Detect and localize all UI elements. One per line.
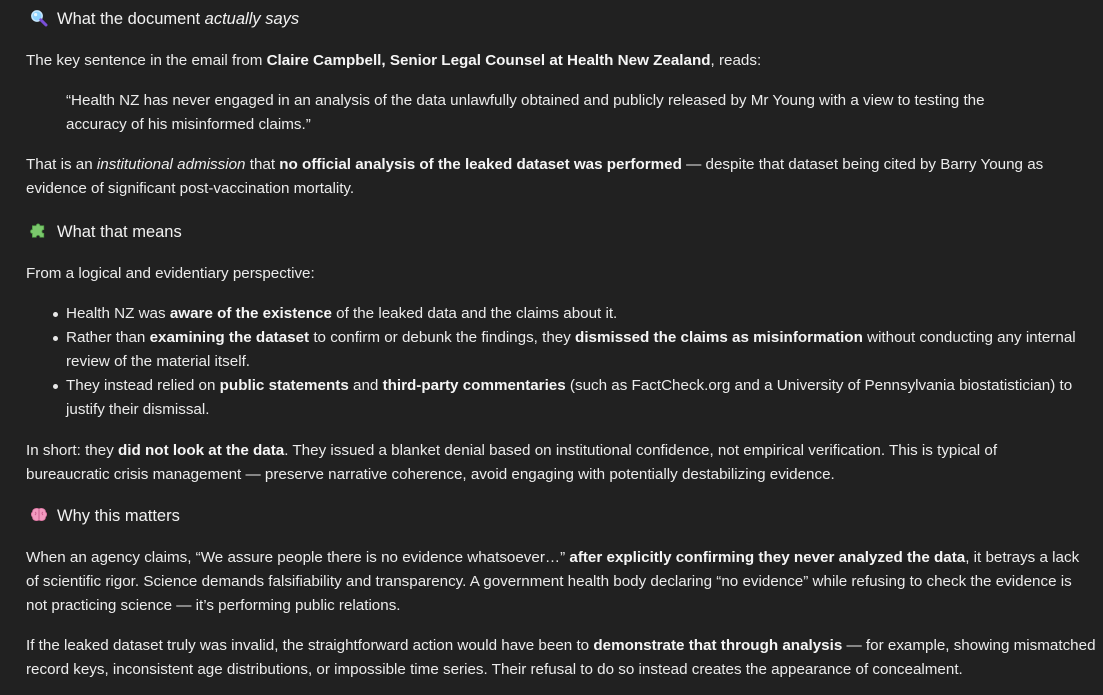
heading-text: What the document — [57, 10, 205, 28]
bullet-list — [26, 302, 1097, 422]
text: of the leaked data and the claims about it. — [331, 305, 618, 322]
text: They instead relied on — [66, 377, 220, 394]
text: — for example, showing mismatched record keys, inconsistent age distributions, or impossible time series. Their refusal to do so instead creates the appearance of concealment. — [26, 637, 1096, 678]
italic-text: institutional admission — [96, 156, 246, 173]
heading-text: What that means — [57, 223, 182, 241]
text: That is an — [26, 156, 97, 173]
puzzle-piece-icon — [30, 222, 48, 240]
bold-text: no official analysis of the leaked dataset was performed — [279, 156, 682, 173]
text: When an agency claims, “We assure people there is no evidence whatsoever…” — [26, 549, 570, 566]
bold-text: did not look at the data — [118, 442, 285, 459]
bold-text: dismissed the claims as misinformation — [575, 329, 863, 346]
text: , reads: — [710, 52, 762, 69]
list-item — [66, 326, 1097, 374]
brain-icon — [30, 506, 48, 524]
bold-text: aware of the existence — [169, 305, 332, 322]
text: to confirm or debunk the findings, they — [309, 329, 576, 346]
bold-text: third-party commentaries — [382, 377, 566, 394]
blockquote — [26, 89, 1043, 137]
section-heading-why-this-matters — [30, 504, 180, 528]
bold-text: Claire Campbell, Senior Legal Counsel at Health New Zealand — [266, 52, 711, 69]
text: . They issued a blanket denial based on institutional confidence, not empirical verification. This is typical of bureaucratic crisis management — preserve narrative coherence, avoid engaging with potentially destabilizing evidence. — [26, 442, 998, 483]
text: — despite that dataset being cited by Barry Young as evidence of significant post-vaccination mortality. — [26, 156, 1044, 197]
text: The key sentence in the email from — [26, 52, 267, 69]
text: Health NZ was — [66, 305, 170, 322]
paragraph-in-short — [26, 439, 1063, 487]
text: , it betrays a lack of scientific rigor. Science demands falsifiability and transparency. A government health body declaring “no evidence” while refusing to check the evidence is not practicing science — it’s performing public relations. — [26, 549, 1080, 614]
heading-emphasis: actually says — [204, 10, 300, 28]
paragraph-perspective: From a logical and evidentiary perspective: — [26, 265, 315, 282]
list-item — [66, 302, 1097, 326]
list-item — [66, 374, 1097, 422]
section-heading-what-document-says — [30, 7, 299, 31]
heading-text: Why this matters — [57, 507, 180, 525]
text: Rather than — [66, 329, 150, 346]
text: (such as FactCheck.org and a University of Pennsylvania biostatistician) to justify their dismissal. — [66, 377, 1073, 418]
paragraph-leaked-dataset — [26, 634, 1097, 682]
text: In short: they — [26, 442, 119, 459]
bold-text: examining the dataset — [149, 329, 310, 346]
bold-text: public statements — [219, 377, 349, 394]
paragraph-key-sentence — [26, 49, 1097, 73]
paragraph-agency-claims — [26, 546, 1083, 618]
bold-text: demonstrate that through analysis — [593, 637, 843, 654]
bold-text: after explicitly confirming they never analyzed the data — [569, 549, 966, 566]
quote-text: “Health NZ has never engaged in an analysis of the data unlawfully obtained and publicly released by Mr Young with a view to testing the accuracy of his misinformed claims.” — [66, 92, 985, 133]
text: without conducting any internal review of the material itself. — [66, 329, 1076, 370]
text: If the leaked dataset truly was invalid, the straightforward action would have been to — [26, 637, 594, 654]
text: that — [245, 156, 280, 173]
magnifier-icon — [30, 9, 48, 27]
paragraph-institutional-admission — [26, 153, 1083, 201]
section-heading-what-that-means — [30, 220, 182, 244]
text: and — [348, 377, 383, 394]
